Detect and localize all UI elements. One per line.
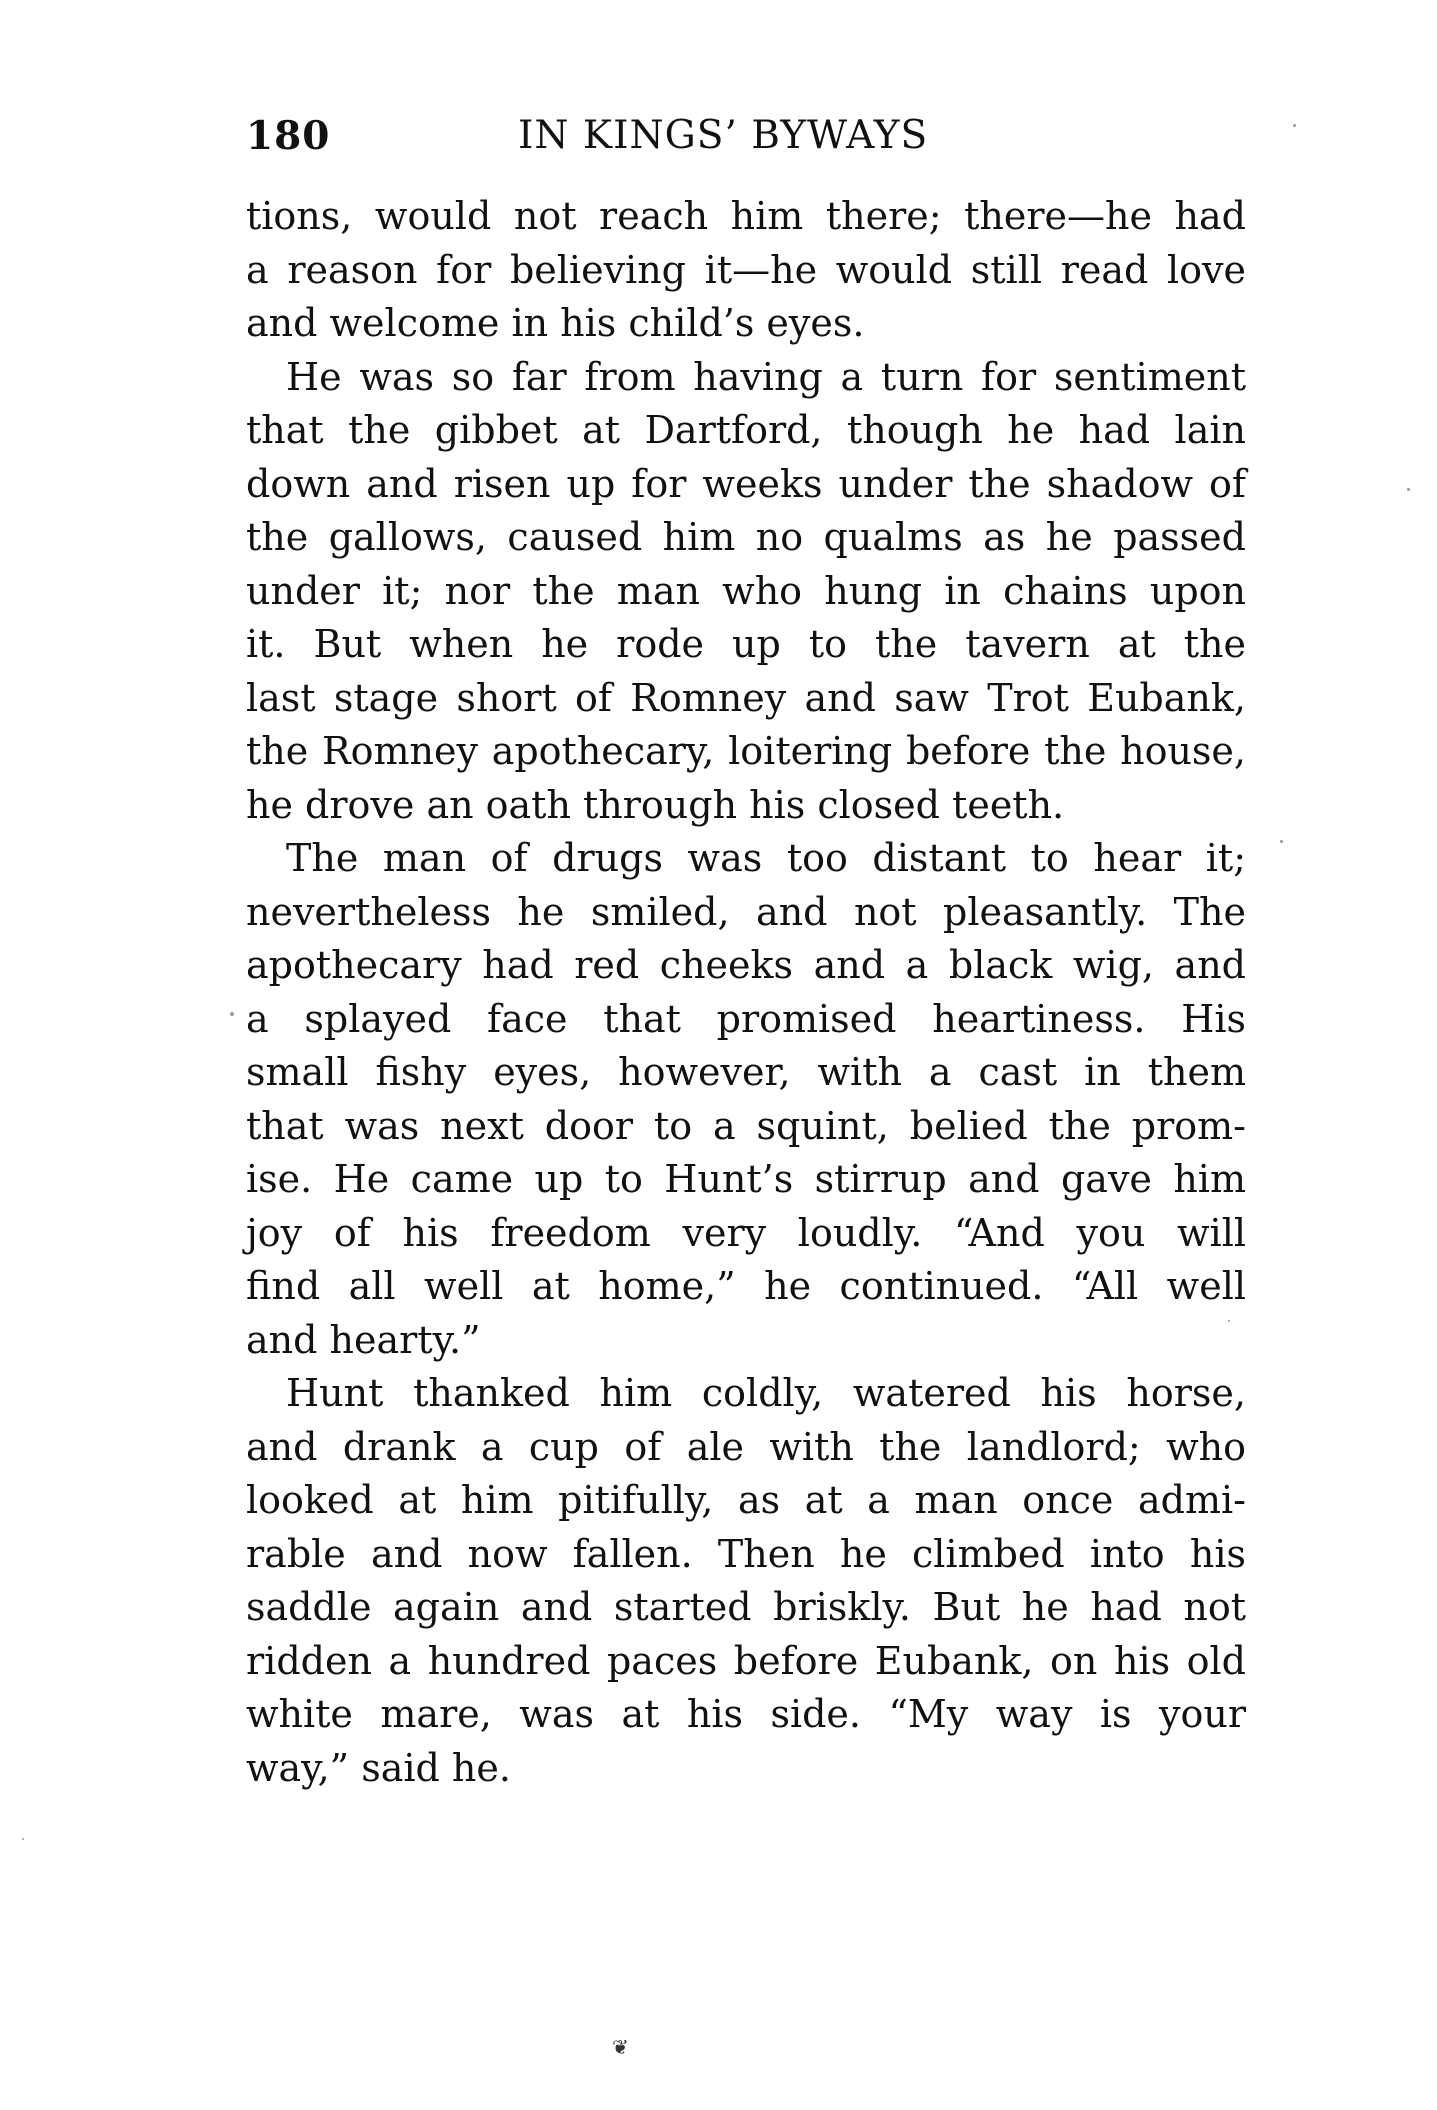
text-line: apothecary had red cheeks and a black wig, and — [246, 943, 1246, 987]
text-line: small fishy eyes, however, with a cast in them — [246, 1050, 1246, 1094]
text-line: the Romney apothecary, loitering before the house, — [246, 729, 1246, 773]
text-line: last stage short of Romney and saw Trot Eubank, — [246, 675, 1246, 720]
running-head — [246, 108, 1246, 164]
paragraph-first-line: Hunt thanked him coldly, watered his horse, — [286, 1371, 1246, 1415]
text-line: under it; nor the man who hung in chains upon — [246, 568, 1246, 613]
text-line: joy of his freedom very loudly. “And you will — [246, 1210, 1246, 1255]
text-line: that the gibbet at Dartford, though he had lain — [246, 408, 1246, 452]
text-line: saddle again and started briskly. But he had not — [246, 1585, 1246, 1629]
paragraph-first-line: He was so far from having a turn for sentiment — [286, 354, 1246, 399]
text-line: a splayed face that promised heartiness. His — [246, 996, 1246, 1041]
body-text — [246, 190, 1246, 1795]
text-line: ise. He came up to Hunt’s stirrup and gave him — [246, 1157, 1246, 1201]
paper-speck — [1228, 1320, 1230, 1322]
page-number: 180 — [246, 113, 331, 159]
text-line: tions, would not reach him there; there—he had — [246, 194, 1246, 238]
text-line: he drove an oath through his closed teeth. — [246, 782, 1065, 827]
text-line: it. But when he rode up to the tavern at the — [246, 622, 1246, 666]
running-title: IN KINGS’ BYWAYS — [518, 113, 929, 158]
paper-speck — [1293, 124, 1296, 127]
paper-speck — [230, 1012, 234, 1016]
text-line: the gallows, caused him no qualms as he passed — [246, 515, 1246, 559]
text-line: ridden a hundred paces before Eubank, on his old — [246, 1638, 1246, 1683]
text-line: looked at him pitifully, as at a man once admi- — [246, 1478, 1246, 1522]
text-line: and welcome in his child’s eyes. — [246, 301, 865, 345]
text-line: down and risen up for weeks under the shadow of — [246, 461, 1246, 506]
text-line: rable and now fallen. Then he climbed into his — [246, 1531, 1246, 1576]
text-line: way,” said he. — [246, 1745, 511, 1790]
text-line: and drank a cup of ale with the landlord; who — [246, 1424, 1246, 1469]
text-line: that was next door to a squint, belied the prom- — [246, 1103, 1246, 1148]
text-line: white mare, was at his side. “My way is your — [246, 1692, 1246, 1736]
text-line: find all well at home,” he continued. “All well — [246, 1264, 1246, 1308]
paper-speck — [1280, 840, 1283, 843]
text-line: a reason for believing it—he would still read love — [246, 247, 1246, 292]
footer-ornament-icon: ❦ — [612, 2035, 629, 2059]
text-line: nevertheless he smiled, and not pleasantly. The — [246, 889, 1246, 934]
paper-speck — [22, 1838, 24, 1840]
paper-speck — [1407, 488, 1410, 491]
paragraph-first-line: The man of drugs was too distant to hear it; — [286, 836, 1246, 880]
text-line: and hearty.” — [246, 1317, 481, 1362]
